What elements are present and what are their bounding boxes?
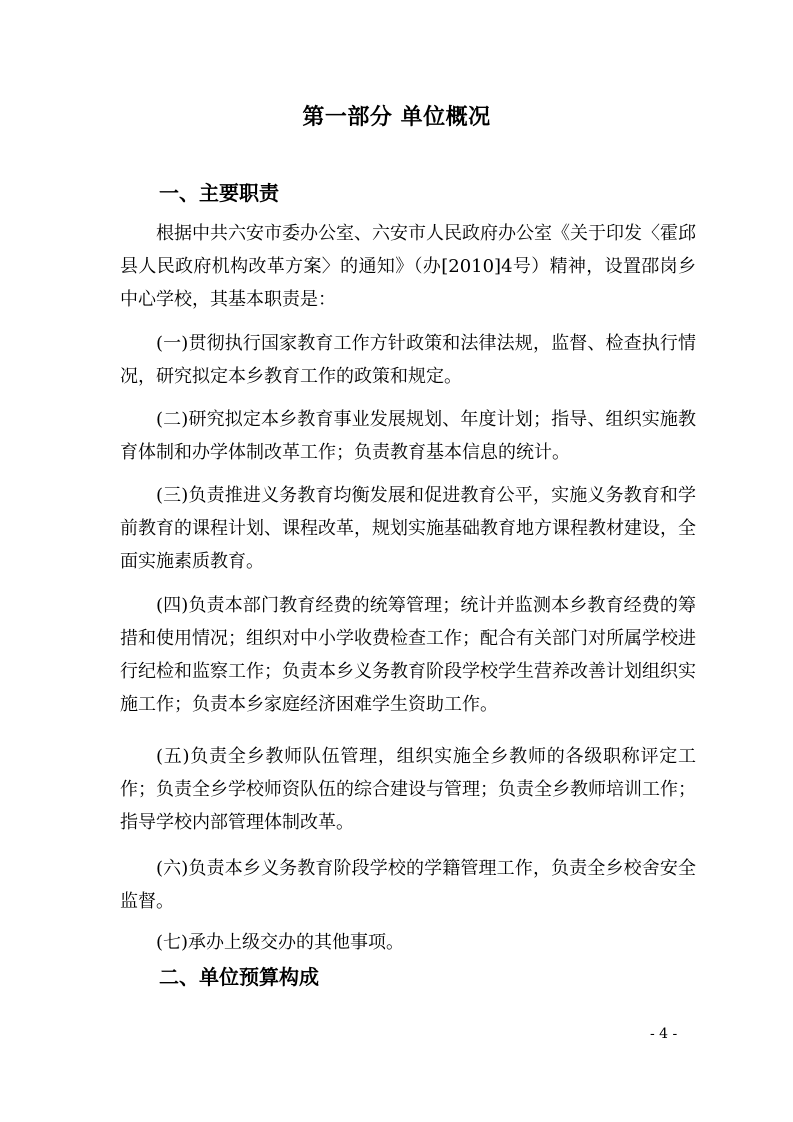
duty-item-4: (四)负责本部门教育经费的统筹管理；统计并监测本乡教育经费的筹措和使用情况；组织对中小学收费检查工作；配合有关部门对所属学校进行纪检和监察工作；负责本乡义务教育阶段学校学生营养改善计划组织实施工作；负责本乡家庭经济困难学生资助工作。 — [120, 595, 696, 715]
page-number: - 4 - — [650, 1026, 678, 1042]
duty-item-5: (五)负责全乡教师队伍管理，组织实施全乡教师的各级职称评定工作；负责全乡学校师资队伍的综合建设与管理；负责全乡教师培训工作；指导学校内部管理体制改革。 — [120, 746, 696, 833]
duty-item-7: (七)承办上级交办的其他事项。 — [156, 932, 405, 953]
duty-item-1: (一)贯彻执行国家教育工作方针政策和法律法规，监督、检查执行情况，研究拟定本乡教育工作的政策和规定。 — [120, 333, 696, 387]
section-heading-main-duties: 一、主要职责 — [159, 181, 279, 205]
duty-item-3: (三)负责推进义务教育均衡发展和促进教育公平，实施义务教育和学前教育的课程计划、课程改革，规划实施基础教育地方课程教材建设，全面实施素质教育。 — [120, 485, 696, 572]
page-title: 第一部分 单位概况 — [302, 105, 491, 130]
duty-item-6: (六)负责本乡义务教育阶段学校的学籍管理工作，负责全乡校舍安全监督。 — [120, 858, 696, 912]
duty-item-2: (二)研究拟定本乡教育事业发展规划、年度计划；指导、组织实施教育体制和办学体制改革工作；负责教育基本信息的统计。 — [120, 409, 696, 463]
intro-paragraph: 根据中共六安市委办公室、六安市人民政府办公室《关于印发〈霍邱县人民政府机构改革方案〉的通知》（办[2010]4号）精神，设置邵岗乡中心学校，其基本职责是： — [120, 223, 696, 310]
section-heading-budget-composition: 二、单位预算构成 — [159, 965, 319, 989]
